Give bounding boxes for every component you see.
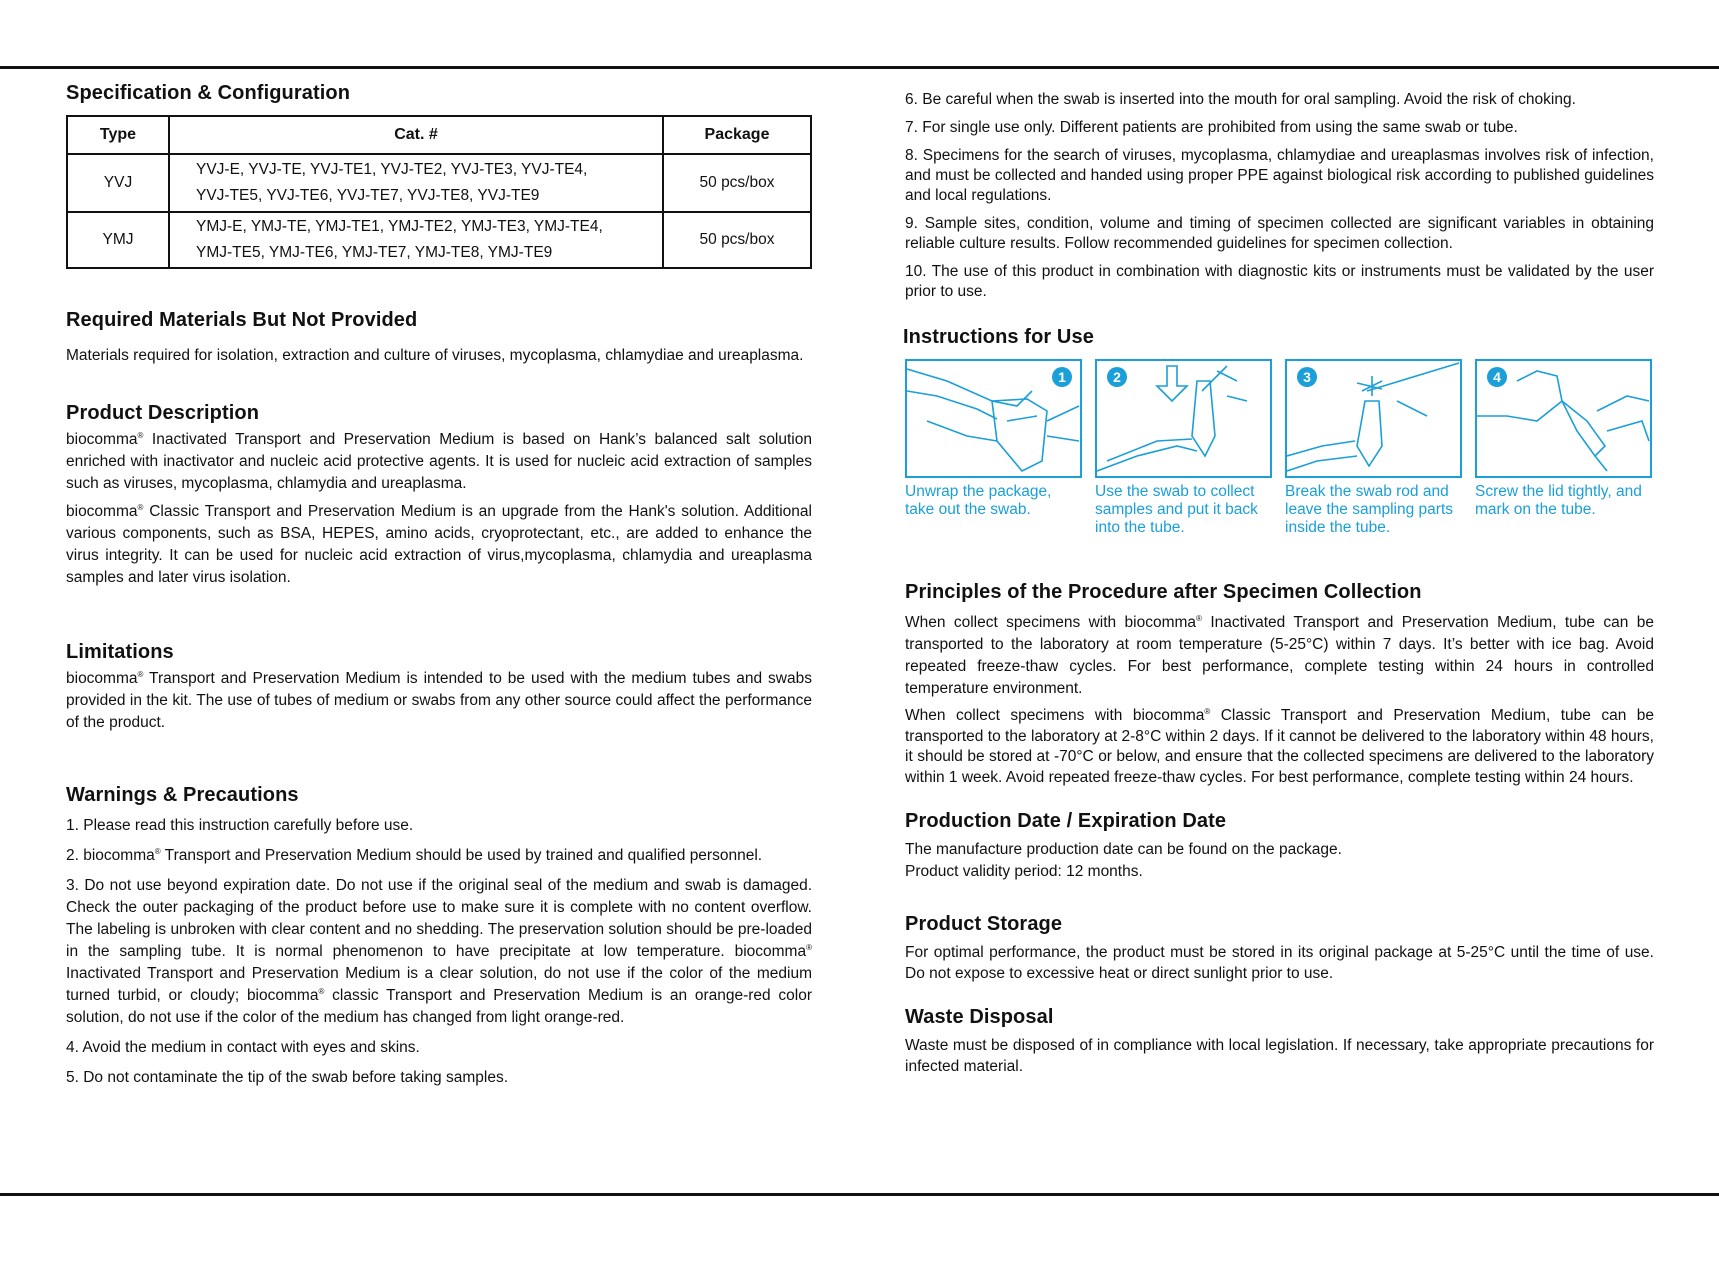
warning-item: 4. Avoid the medium in contact with eyes and skins. xyxy=(66,1039,420,1056)
warnings-heading: Warnings & Precautions xyxy=(66,784,299,806)
cat-line: YVJ-E, YVJ-TE, YVJ-TE1, YVJ-TE2, YVJ-TE3, YVJ-TE4, xyxy=(196,161,588,178)
warning-text: classic Transport and Preservation Medium is an orange-red color solution, do not use if the color of the medium has changed from light orange-red. xyxy=(66,987,813,1026)
spec-heading: Specification & Configuration xyxy=(66,82,351,104)
storage-text: For optimal performance, the product must be stored in its original package at 5-25°C until the time of use. Do not expose to excessive heat or direct sunlight prior to use. xyxy=(905,944,1654,982)
step-number-badge: 2 xyxy=(1107,367,1127,387)
warning-item: 5. Do not contaminate the tip of the swab before taking samples. xyxy=(66,1069,509,1086)
col-header-cat: Cat. # xyxy=(169,116,663,154)
warning-item: 1. Please read this instruction carefully before use. xyxy=(66,817,414,834)
description-p1 xyxy=(66,429,812,495)
registered-mark: ® xyxy=(318,986,325,996)
limitations-heading: Limitations xyxy=(66,641,174,663)
limitations-text xyxy=(66,668,812,734)
dates-line: The manufacture production date can be found on the package. xyxy=(905,841,1342,858)
instructions-heading: Instructions for Use xyxy=(903,326,1094,348)
cat-line: YMJ-TE5, YMJ-TE6, YMJ-TE7, YMJ-TE8, YMJ-TE9 xyxy=(196,244,553,261)
cat-line: YMJ-E, YMJ-TE, YMJ-TE1, YMJ-TE2, YMJ-TE3, YMJ-TE4, xyxy=(196,218,603,235)
warning-item: 9. Sample sites, condition, volume and timing of specimen collected are significant variables in obtaining reliable culture results. Follow recommended guidelines for specimen collection. xyxy=(905,215,1654,252)
col-header-package: Package xyxy=(663,116,811,154)
principles-text: Classic Transport and Preservation Medium, tube can be transported to the laboratory at 2-8°C within 2 days. If it cannot be delivered to the laboratory within 48 hours, it should be stored at -70°C or below, and ensure that the collected specimens are delivered to the laboratory within 1 week. Avoid repeated freeze-thaw cycles. For best performance, complete testing within 24 hours. xyxy=(905,707,1654,786)
brand-name: biocomma xyxy=(66,670,138,687)
step-number-badge: 4 xyxy=(1487,367,1507,387)
step-1 xyxy=(905,359,1082,537)
cell-package: 50 pcs/box xyxy=(663,212,811,268)
step-caption: Use the swab to collect samples and put it back into the tube. xyxy=(1095,483,1258,536)
principles-p1 xyxy=(905,612,1654,700)
registered-mark: ® xyxy=(154,846,161,856)
right-column xyxy=(905,82,1654,1077)
spec-table xyxy=(66,115,812,269)
brand-name: biocomma xyxy=(66,431,138,448)
step-illustration xyxy=(1475,359,1652,478)
principles-p2 xyxy=(905,706,1654,788)
description-p2-text: Classic Transport and Preservation Medium is an upgrade from the Hank's solution. Additional various components, such as BSA, HEPES, amino acids, cryoprotectant, etc., are added to enhance the virus integrity. It can be used for nucleic acid extraction of virus,mycoplasma, chlamydia and ureaplasma samples and later virus isolation. xyxy=(66,503,812,586)
left-column xyxy=(66,82,812,1097)
required-heading: Required Materials But Not Provided xyxy=(66,309,418,331)
description-heading: Product Description xyxy=(66,402,260,424)
principles-text: Inactivated Transport and Preservation Medium, tube can be transported to the laboratory at room temperature (5-25°C) within 7 days. It’s better with ice bag. Avoid repeated freeze-thaw cycles. For best performance, complete testing within 24 hours in controlled temperature environment. xyxy=(905,614,1654,697)
brand-name: biocomma xyxy=(66,503,138,520)
table-header-row xyxy=(67,116,811,154)
warning-item: 7. For single use only. Different patients are prohibited from using the same swab or tube. xyxy=(905,119,1518,136)
registered-mark: ® xyxy=(137,502,144,512)
warning-item xyxy=(66,845,812,867)
cell-package: 50 pcs/box xyxy=(663,154,811,212)
registered-mark: ® xyxy=(137,430,144,440)
step-caption: Screw the lid tightly, and mark on the tube. xyxy=(1475,483,1642,518)
storage-heading: Product Storage xyxy=(905,913,1063,935)
top-rule xyxy=(0,66,1719,69)
dates-heading: Production Date / Expiration Date xyxy=(905,810,1227,832)
warning-text: Inactivated Transport and Preservation Medium is a clear solution, do not use if the color of the medium turned turbid, or cloudy; biocomma xyxy=(66,965,812,1004)
bottom-rule xyxy=(0,1193,1719,1196)
registered-mark: ® xyxy=(137,669,144,679)
step-caption: Break the swab rod and leave the sampling parts inside the tube. xyxy=(1285,483,1454,536)
cat-line: YVJ-TE5, YVJ-TE6, YVJ-TE7, YVJ-TE8, YVJ-TE9 xyxy=(196,187,540,204)
principles-text: When collect specimens with biocomma xyxy=(905,707,1205,724)
warning-text: 2. biocomma xyxy=(66,847,155,864)
step-3 xyxy=(1285,359,1462,537)
cell-cat xyxy=(169,212,663,268)
warnings-continued xyxy=(905,90,1654,302)
warning-item: 8. Specimens for the search of viruses, mycoplasma, chlamydiae and ureaplasmas involves risk of infection, and must be collected and handed using proper PPE against biological risk according to published guidelines and local regulations. xyxy=(905,147,1654,204)
step-number-badge: 3 xyxy=(1297,367,1317,387)
step-2 xyxy=(1095,359,1272,537)
step-illustration xyxy=(1285,359,1462,478)
table-row xyxy=(67,154,811,212)
table-row xyxy=(67,212,811,268)
step-caption: Unwrap the package, take out the swab. xyxy=(905,483,1052,518)
step-illustration xyxy=(905,359,1082,478)
warning-item xyxy=(66,875,812,1029)
dates-line: Product validity period: 12 months. xyxy=(905,863,1143,880)
registered-mark: ® xyxy=(1204,706,1211,716)
registered-mark: ® xyxy=(1196,613,1202,623)
step-4 xyxy=(1475,359,1652,537)
step-number-badge: 1 xyxy=(1052,367,1072,387)
limitations-body: Transport and Preservation Medium is intended to be used with the medium tubes and swabs provided in the kit. The use of tubes of medium or swabs from any other source could affect the performance of the product. xyxy=(66,670,812,731)
warning-item: 6. Be careful when the swab is inserted into the mouth for oral sampling. Avoid the risk of choking. xyxy=(905,91,1576,108)
principles-text: When collect specimens with biocomma xyxy=(905,614,1197,631)
col-header-type: Type xyxy=(67,116,169,154)
description-p2 xyxy=(66,501,812,589)
step-illustration xyxy=(1095,359,1272,478)
cell-cat xyxy=(169,154,663,212)
cell-type: YVJ xyxy=(67,154,169,212)
required-text: Materials required for isolation, extraction and culture of viruses, mycoplasma, chlamydiae and ureaplasma. xyxy=(66,347,804,364)
waste-text: Waste must be disposed of in compliance with local legislation. If necessary, take appropriate precautions for infected material. xyxy=(905,1037,1654,1075)
warnings-list xyxy=(66,815,812,1089)
warning-text: 3. Do not use beyond expiration date. Do not use if the original seal of the medium and swab is damaged. Check the outer packaging of the product before use to make sure it is complete with no content overflow. The labeling is unbroken with clear content and no shedding. The preservation solution should be pre-loaded in the sampling tube. It is normal phenomenon to have precipitate at low temperature. biocomma xyxy=(66,877,812,960)
warning-item: 10. The use of this product in combination with diagnostic kits or instruments must be validated by the user prior to use. xyxy=(905,263,1654,300)
warning-text: Transport and Preservation Medium should be used by trained and qualified personnel. xyxy=(164,847,763,864)
waste-heading: Waste Disposal xyxy=(905,1006,1054,1028)
description-p1-text: Inactivated Transport and Preservation Medium is based on Hank’s balanced salt solution enriched with inactivator and nucleic acid protective agents. It is used for nucleic acid extraction of samples such as viruses, mycoplasma, chlamydia and ureaplasma. xyxy=(66,431,812,492)
cell-type: YMJ xyxy=(67,212,169,268)
registered-mark: ® xyxy=(806,942,812,952)
principles-heading: Principles of the Procedure after Specimen Collection xyxy=(905,581,1422,603)
instruction-steps xyxy=(905,359,1654,537)
